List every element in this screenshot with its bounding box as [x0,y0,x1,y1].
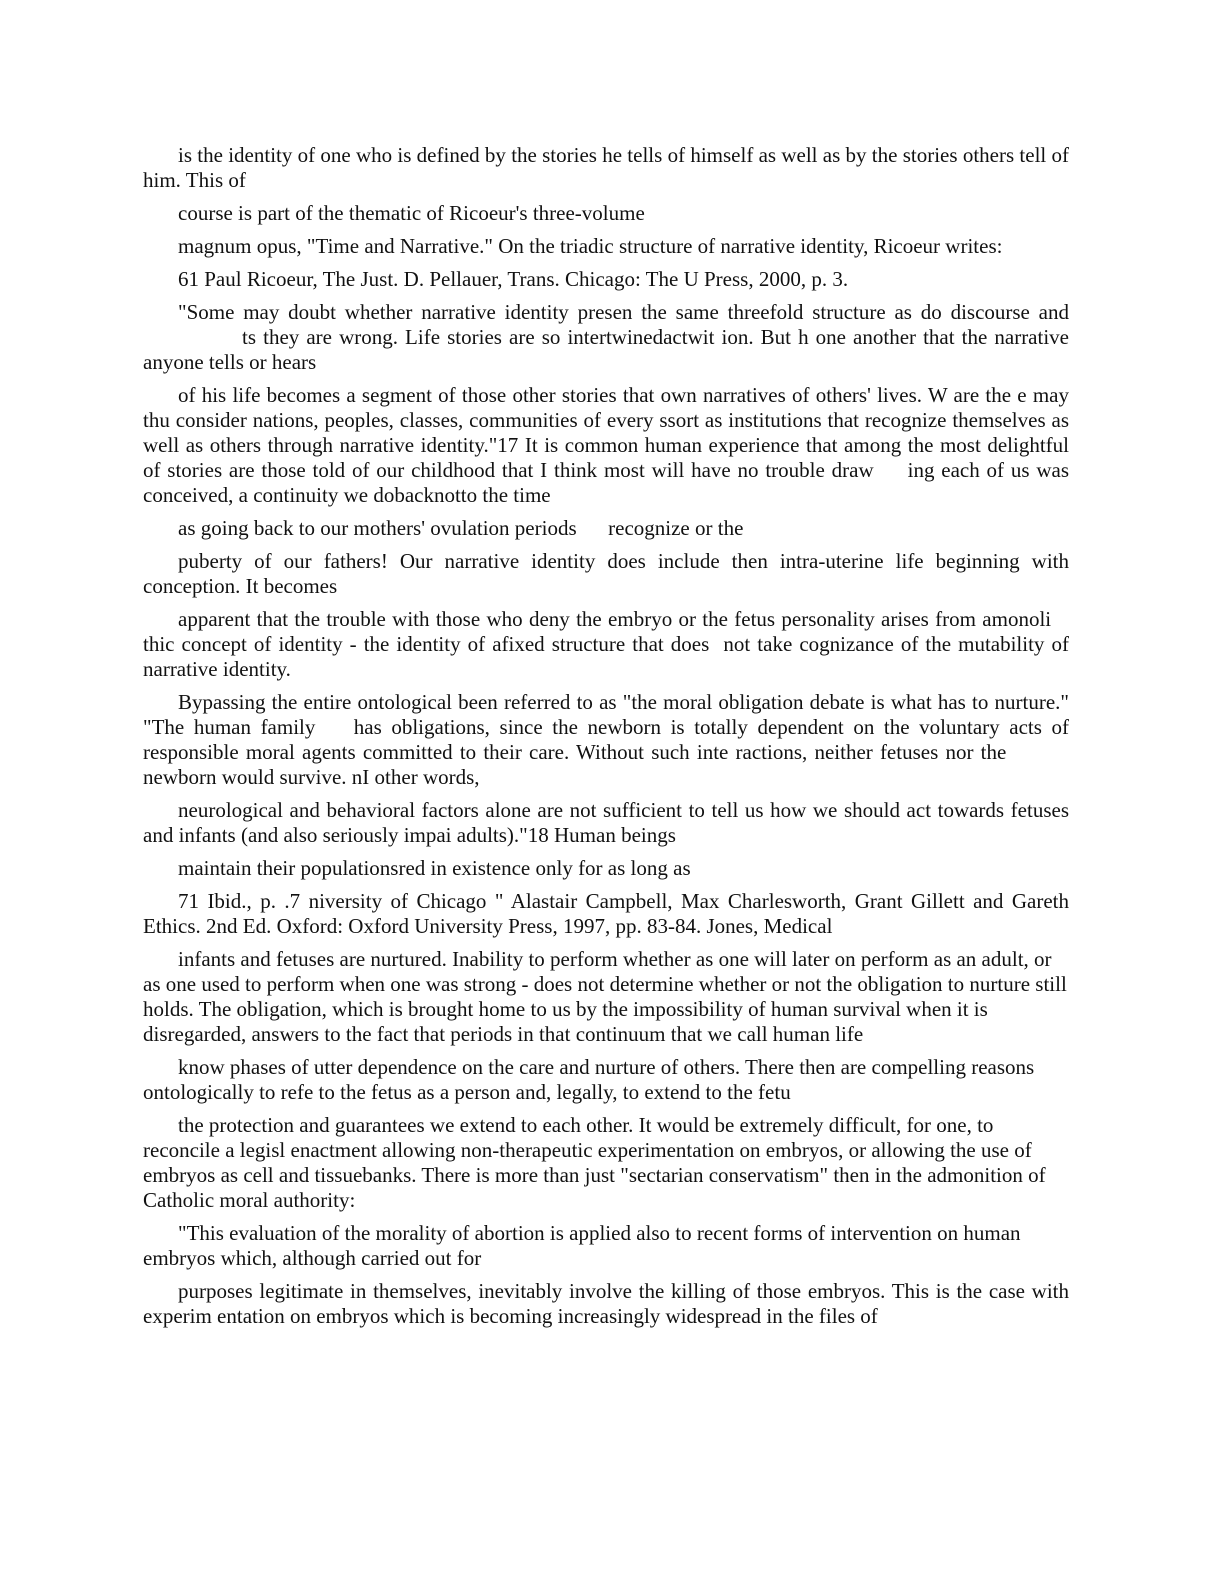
footnote-71: 71 Ibid., p. .7 niversity of Chicago " Alastair Campbell, Max Charlesworth, Grant Gillett and Gareth Ethics. 2nd Ed. Oxford: Oxford University Press, 1997, pp. 83-84. Jones, Medical [143,889,1069,938]
paragraph-maintain: maintain their populationsred in existence only for as long as [178,856,691,880]
paragraph-narrative-identity: of his life becomes a segment of those other stories that own narratives of others' lives. W are the e may thu consider nations, peoples, classes, communities of every ssort as institutions that recognize themselves as well as others through narrative identity."17 It is common human experience that among the most delightful of stories are those told of our childhood that I think most will have no trouble draw ing each of us was conceived, a continuity we dobacknotto the time [143,383,1069,507]
paragraph-1: is the identity of one who is defined by the stories he tells of himself as well as by the stories others tell of him. This of [143,143,1069,192]
paragraph-ovulation: as going back to our mothers' ovulation periods recognize or the [178,516,744,540]
paragraph-evaluation: "This evaluation of the morality of abortion is applied also to recent forms of intervention on human embryos which, although carried out for [143,1221,1021,1270]
paragraph-dependence: know phases of utter dependence on the care and nurture of others. There then are compelling reasons ontologically to refe to the fetus as a person and, legally, to extend to the fetu [143,1055,1035,1104]
paragraph-puberty: puberty of our fathers! Our narrative identity does include then intra-uterine life beginning with conception. It becomes [143,549,1069,598]
paragraph-3: magnum opus, "Time and Narrative." On the triadic structure of narrative identity, Ricoeur writes: [178,234,1003,258]
document-body [143,143,1069,1337]
paragraph-purposes: purposes legitimate in themselves, inevitably involve the killing of those embryos. This is the case with experim entation on embryos which is becoming increasingly widespread in the files of [143,1279,1069,1328]
paragraph-2: course is part of the thematic of Ricoeur's three-volume [178,201,645,225]
paragraph-bypassing: Bypassing the entire ontological been referred to as "the moral obligation debate is what has to nurture." "The human family has obligations, since the newborn is totally dependent on the voluntary acts of responsible moral agents committed to their care. Without such inte ractions, neither fetuses nor the newborn would survive. nI other words, [143,690,1069,789]
paragraph-neurological: neurological and behavioral factors alone are not sufficient to tell us how we should act towards fetuses and infants (and also seriously impai adults)."18 Human beings [143,798,1069,847]
paragraph-infants: infants and fetuses are nurtured. Inability to perform whether as one will later on perform as an adult, or as one used to perform when one was strong - does not determine whether or not the obligation to nurture still holds. The obligation, which is brought home to us by the impossibility of human survival when it is disregarded, answers to the fact that periods in that continuum that we call human life [143,947,1067,1046]
paragraph-protection: the protection and guarantees we extend to each other. It would be extremely difficult, for one, to reconcile a legisl enactment allowing non-therapeutic experimentation on embryos, or allowing the use of embryos as cell and tissuebanks. There is more than just "sectarian conservatism" then in the admonition of Catholic moral authority: [143,1113,1046,1212]
paragraph-quote-ricoeur: "Some may doubt whether narrative identity presen the same threefold structure as do discourse and ts they are wrong. Life stories are so intertwinedactwit ion. But h one another that the narrative anyone tells or hears [143,300,1069,374]
paragraph-monolithic: apparent that the trouble with those who deny the embryo or the fetus personality arises from amonoli thic concept of identity - the identity of afixed structure that does not take cognizance of the mutability of narrative identity. [143,607,1069,681]
footnote-61: 61 Paul Ricoeur, The Just. D. Pellauer, Trans. Chicago: The U Press, 2000, p. 3. [178,267,849,291]
